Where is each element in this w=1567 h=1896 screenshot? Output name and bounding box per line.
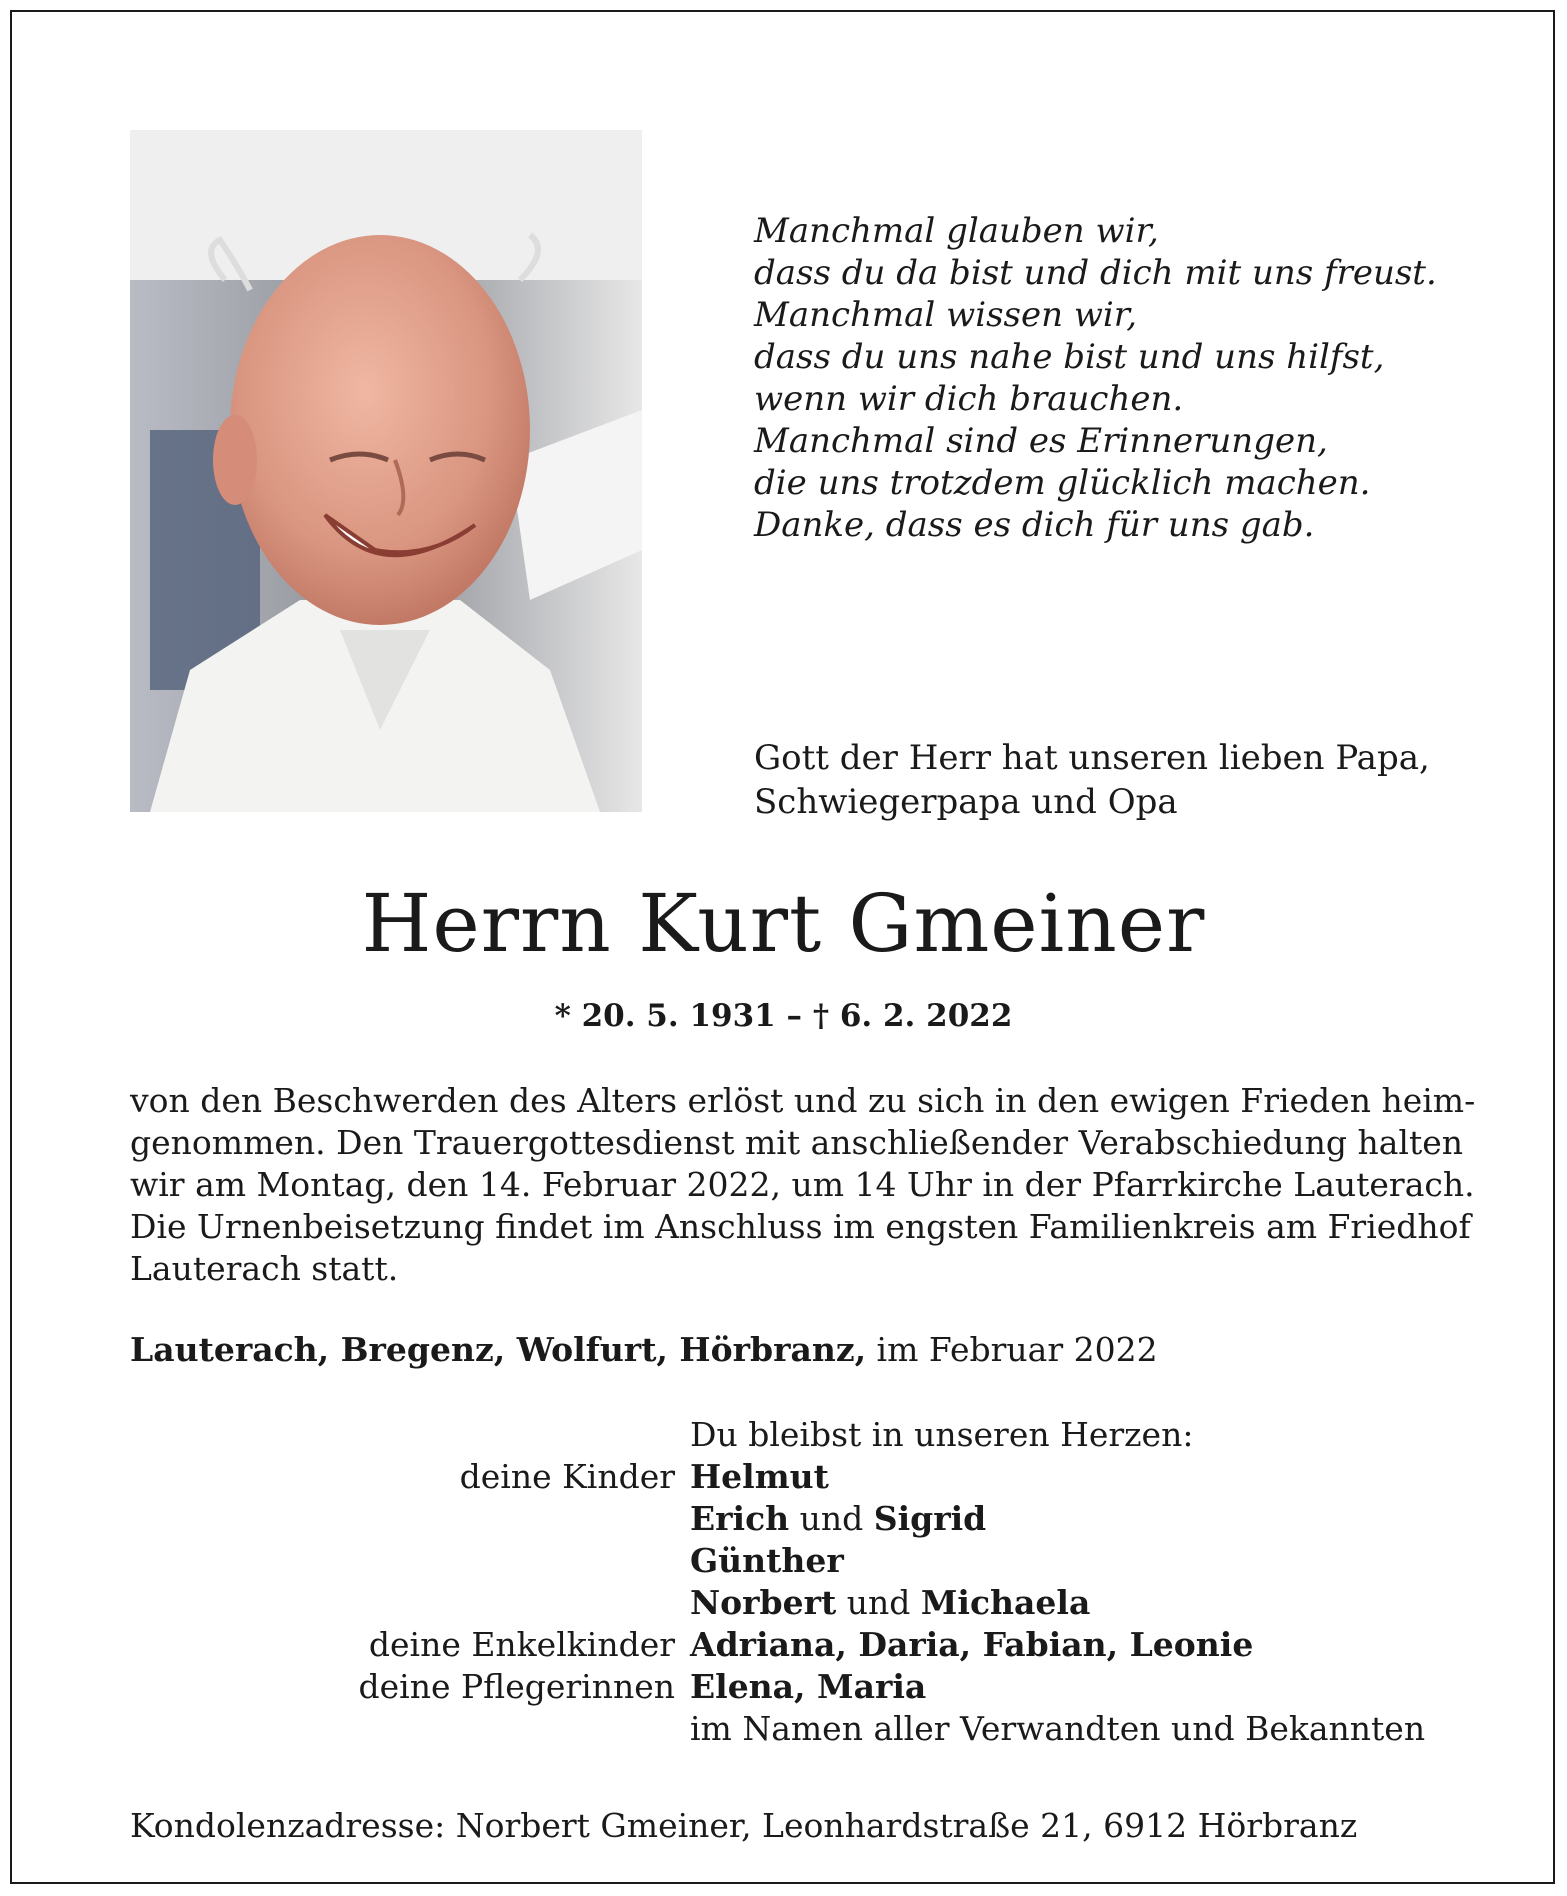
places-bold: Lauterach, Bregenz, Wolfurt, Hörbranz, — [130, 1330, 867, 1369]
body-line: wir am Montag, den 14. Februar 2022, um 14 Uhr in der Pfarrkirche Lauterach. — [130, 1165, 1475, 1204]
condolence-address: Kondolenzadresse: Norbert Gmeiner, Leonhardstraße 21, 6912 Hörbranz — [130, 1806, 1358, 1845]
life-dates: * 20. 5. 1931 – † 6. 2. 2022 — [554, 998, 1013, 1034]
poem-line: dass du uns nahe bist und uns hilfst, — [754, 337, 1385, 377]
deceased-name: Herrn Kurt Gmeiner — [361, 877, 1206, 970]
intro-line: Schwiegerpapa und Opa — [754, 782, 1178, 822]
poem-line: Manchmal glauben wir, — [754, 211, 1159, 251]
intro-line: Gott der Herr hat unseren lieben Papa, — [754, 738, 1430, 778]
poem-line: Manchmal wissen wir, — [754, 295, 1138, 335]
closing-line: im Namen aller Verwandten und Bekannten — [690, 1709, 1426, 1748]
child-entry: Erich und Sigrid — [690, 1499, 987, 1538]
intro-text — [754, 736, 1430, 824]
caregivers-label: deine Pflegerinnen — [358, 1667, 675, 1706]
poem-line: dass du da bist und dich mit uns freust. — [754, 253, 1437, 293]
announcement-body — [130, 1080, 1476, 1290]
caregivers-names: Elena, Maria — [690, 1667, 927, 1706]
poem-line: Danke, dass es dich für uns gab. — [754, 505, 1315, 545]
portrait-photo — [130, 130, 642, 812]
children-label: deine Kinder — [459, 1457, 675, 1496]
body-line: genommen. Den Trauergottesdienst mit anschließender Verabschiedung halten — [130, 1123, 1464, 1162]
child-entry: Günther — [690, 1541, 844, 1580]
body-line: von den Beschwerden des Alters erlöst und zu sich in den ewigen Frieden heim- — [130, 1081, 1476, 1120]
place-date-line — [130, 1330, 1158, 1369]
poem-line: die uns trotzdem glücklich machen. — [754, 463, 1371, 503]
grandchildren-names: Adriana, Daria, Fabian, Leonie — [690, 1625, 1254, 1664]
body-line: Lauterach statt. — [130, 1249, 399, 1288]
survivors-heading: Du bleibst in unseren Herzen: — [690, 1415, 1194, 1454]
body-line: Die Urnenbeisetzung findet im Anschluss im engsten Familienkreis am Friedhof — [130, 1207, 1471, 1246]
survivors-list — [130, 1414, 1440, 1750]
poem-line: wenn wir dich brauchen. — [754, 379, 1184, 419]
places-date: im Februar 2022 — [866, 1330, 1158, 1369]
poem — [754, 210, 1437, 546]
child-entry: Norbert und Michaela — [690, 1583, 1091, 1622]
grandchildren-label: deine Enkelkinder — [368, 1625, 675, 1664]
poem-line: Manchmal sind es Erinnerungen, — [754, 421, 1328, 461]
child-entry: Helmut — [690, 1457, 829, 1496]
